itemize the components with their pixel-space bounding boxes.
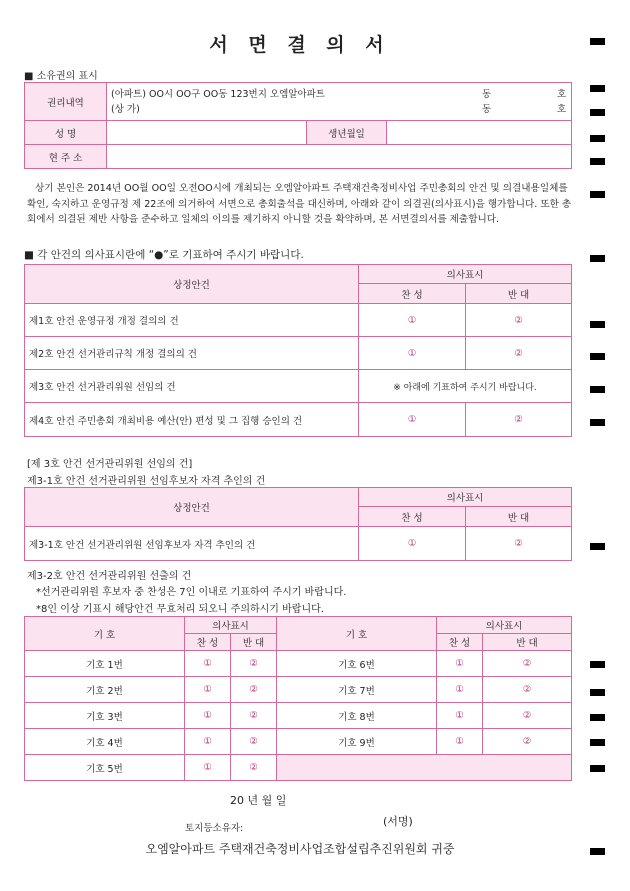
agenda31-yes-header: 찬 성 xyxy=(359,507,466,527)
candidate-6-no-option[interactable]: ② xyxy=(483,651,572,677)
footer-addressee: 오엠알아파트 주택재건축정비사업조합설립추진위원회 귀중 xyxy=(145,842,455,856)
name-label: 성 명 xyxy=(25,121,107,145)
note-max-seven: *선거관리위원 후보자 중 찬성은 7인 이내로 기표하여 주시기 바랍니다. xyxy=(36,587,347,598)
candidate-7-label: 기호 7번 xyxy=(277,677,437,703)
consent-paragraph: 상기 본인은 2014년 OO월 OO일 오전OO시에 개최되는 오엠알아파트 주택재건축정비사업 주민총회의 안건 및 의결내용일체를 확인, 숙지하고 운영규정 제 22조에 의거하여 서면으로 총회출석을 대신하며, 아래와 같이 의결권(의사표시)을 행가합니다. 또한 총회에서 의결된 제반 사항을 준수하고 일체의 이의를 제기하지 아니할 것을 확약하며, 본 서면결의서를 제출합니다. xyxy=(27,183,572,226)
signature-placeholder[interactable]: (서명) xyxy=(383,815,413,828)
ho-label-2: 호 xyxy=(557,104,567,115)
agenda31-yes-option[interactable]: ① xyxy=(359,527,466,561)
agenda-1-label: 제1호 안건 운영규정 개정 결의의 건 xyxy=(25,304,359,337)
agenda-2-yes-option[interactable]: ① xyxy=(359,337,466,370)
candidate-8-yes-option[interactable]: ① xyxy=(437,703,483,729)
agenda-topic-header: 상정안건 xyxy=(25,265,359,304)
candidate-6-label: 기호 6번 xyxy=(277,651,437,677)
ownership-table xyxy=(24,82,572,169)
empty-shaded-cell xyxy=(277,755,572,781)
candidate-5-no-option[interactable]: ② xyxy=(231,755,277,781)
birth-field[interactable] xyxy=(387,121,572,145)
agenda3-1-heading: 제3-1호 안건 선거관리위원 선임후보자 자격 추인의 건 xyxy=(27,476,266,487)
candidate-7-no-option[interactable]: ② xyxy=(483,677,572,703)
candidate-8-label: 기호 8번 xyxy=(277,703,437,729)
candidate-5-yes-option[interactable]: ① xyxy=(185,755,231,781)
candidate-5-label: 기호 5번 xyxy=(25,755,185,781)
cand-left-no-header: 반 대 xyxy=(231,634,277,651)
dong-label-2: 동 xyxy=(482,104,492,115)
agenda-4-no-option[interactable]: ② xyxy=(466,403,572,437)
agenda-vote-header: 의사표시 xyxy=(359,265,572,284)
candidate-4-yes-option[interactable]: ① xyxy=(185,729,231,755)
candidate-6-yes-option[interactable]: ① xyxy=(437,651,483,677)
candidate-1-no-option[interactable]: ② xyxy=(231,651,277,677)
candidate-7-yes-option[interactable]: ① xyxy=(437,677,483,703)
agenda-2-no-option[interactable]: ② xyxy=(466,337,572,370)
candidate-1-label: 기호 1번 xyxy=(25,651,185,677)
cand-right-yes-header: 찬 성 xyxy=(437,634,483,651)
candidate-3-no-option[interactable]: ② xyxy=(231,703,277,729)
section-ownership-heading: ■ 소유권의 표시 xyxy=(24,71,98,82)
candidate-4-no-option[interactable]: ② xyxy=(231,729,277,755)
agenda-1-no-option[interactable]: ② xyxy=(466,304,572,337)
page-title: 서 면 결 의 서 xyxy=(209,34,391,56)
apartment-line: (아파트) OO시 OO구 OO동 123번지 오엠알아파트 xyxy=(111,88,325,100)
section-vote-heading: ■ 각 안건의 의사표시란에 “●”로 기표하여 주시기 바랍니다. xyxy=(24,249,304,261)
candidate-3-yes-option[interactable]: ① xyxy=(185,703,231,729)
candidate-9-no-option[interactable]: ② xyxy=(483,729,572,755)
agenda-yes-header: 찬 성 xyxy=(359,284,466,304)
cand-right-vote-header: 의사표시 xyxy=(437,617,572,634)
candidate-2-yes-option[interactable]: ① xyxy=(185,677,231,703)
ho-label: 호 xyxy=(557,89,567,100)
candidate-8-no-option[interactable]: ② xyxy=(483,703,572,729)
birth-label: 생년월일 xyxy=(307,121,387,145)
agenda3-heading: [제 3호 안건 선거관리위원 선임의 건] xyxy=(27,459,193,470)
agenda-4-yes-option[interactable]: ① xyxy=(359,403,466,437)
address-label: 현 주 소 xyxy=(25,145,107,169)
agenda-3-label: 제3호 안건 선거관리위원 선임의 건 xyxy=(25,370,359,403)
candidate-2-label: 기호 2번 xyxy=(25,677,185,703)
candidates-table xyxy=(24,616,572,781)
owner-signature-label: 토지등소유자: xyxy=(185,823,244,834)
cand-left-yes-header: 찬 성 xyxy=(185,634,231,651)
agenda31-label: 제3-1호 안건 선거관리위원 선임후보자 자격 추인의 건 xyxy=(25,527,359,561)
agenda-3-note: ※ 아래에 기표하여 주시기 바랍니다. xyxy=(359,370,572,403)
agenda-1-yes-option[interactable]: ① xyxy=(359,304,466,337)
address-field[interactable] xyxy=(107,145,572,169)
shop-line: (상 가) xyxy=(111,103,140,115)
candidate-2-no-option[interactable]: ② xyxy=(231,677,277,703)
agenda-no-header: 반 대 xyxy=(466,284,572,304)
dong-label: 동 xyxy=(482,89,492,100)
date-line: 20 년 월 일 xyxy=(230,794,287,807)
agenda31-table xyxy=(24,487,572,561)
candidate-4-label: 기호 4번 xyxy=(25,729,185,755)
agenda31-no-header: 반 대 xyxy=(466,507,572,527)
cand-left-vote-header: 의사표시 xyxy=(185,617,277,634)
agenda31-topic-header: 상정안건 xyxy=(25,488,359,527)
cand-left-label-header: 기 호 xyxy=(25,617,185,651)
candidate-3-label: 기호 3번 xyxy=(25,703,185,729)
agenda-4-label: 제4호 안건 주민총회 개최비용 예산(안) 편성 및 그 집행 승인의 건 xyxy=(25,403,359,437)
candidate-9-label: 기호 9번 xyxy=(277,729,437,755)
agenda31-vote-header: 의사표시 xyxy=(359,488,572,507)
cand-right-no-header: 반 대 xyxy=(483,634,572,651)
agenda3-2-heading: 제3-2호 안건 선거관리위원 선출의 건 xyxy=(27,571,192,582)
agenda-2-label: 제2호 안건 선거관리규칙 개정 결의의 건 xyxy=(25,337,359,370)
note-invalid: *8인 이상 기표시 해당안건 무효처리 되오니 주의하시기 바랍니다. xyxy=(36,604,324,615)
candidate-9-yes-option[interactable]: ① xyxy=(437,729,483,755)
rights-cell[interactable] xyxy=(107,83,572,121)
candidate-1-yes-option[interactable]: ① xyxy=(185,651,231,677)
name-field[interactable] xyxy=(107,121,307,145)
cand-right-label-header: 기 호 xyxy=(277,617,437,651)
agenda31-no-option[interactable]: ② xyxy=(466,527,572,561)
agenda-table xyxy=(24,264,572,437)
rights-label: 권리내역 xyxy=(25,83,107,121)
